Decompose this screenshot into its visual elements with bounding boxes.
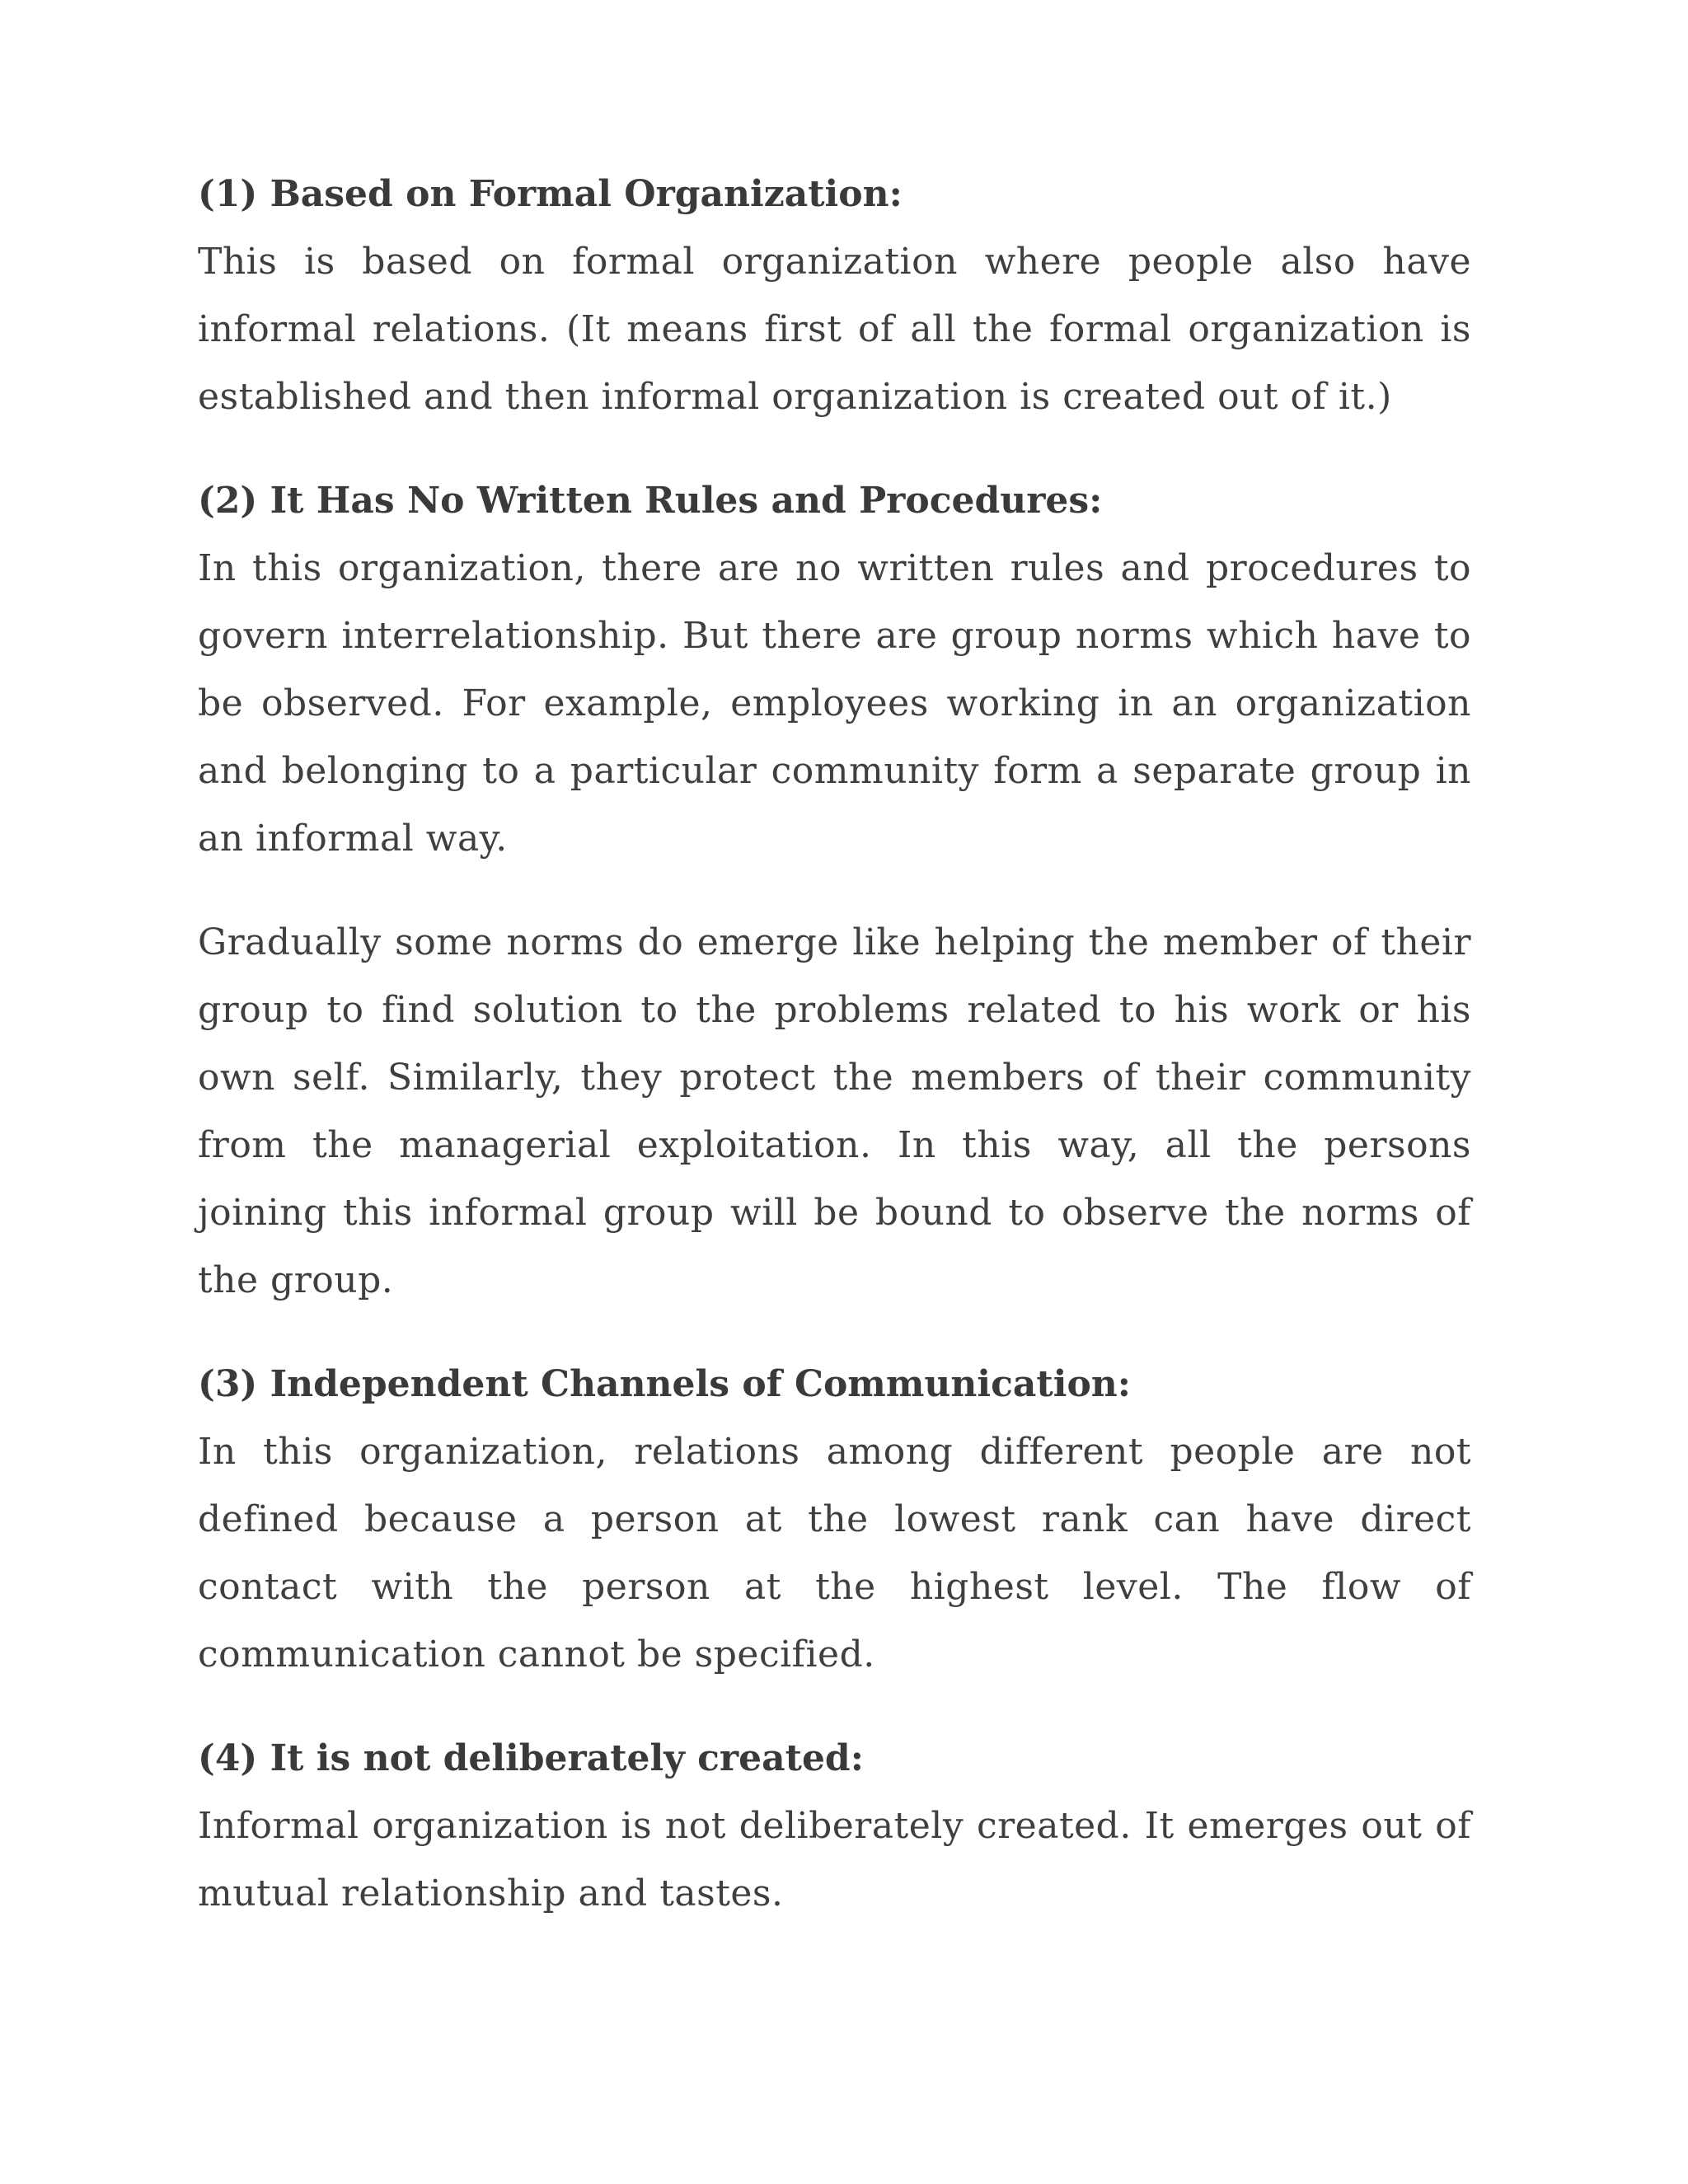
section-3 <box>198 1351 1471 1689</box>
section-paragraph: In this organization, there are no written rules and procedures to govern interrelationship. But there are group norms which have to be observed. For example, employees working in an organization and belonging to a particular community form a separate group in an informal way. <box>198 547 1471 860</box>
document-page <box>198 161 1471 1928</box>
section-1 <box>198 161 1471 431</box>
section-paragraph: This is based on formal organization where people also have informal relations. (It means first of all the formal organization is established and then informal organization is created out of it.) <box>198 241 1471 418</box>
section-4 <box>198 1725 1471 1928</box>
section-heading: (3) Independent Channels of Communication: <box>198 1363 1132 1405</box>
section-heading: (1) Based on Formal Organization: <box>198 173 903 215</box>
section-heading: (2) It Has No Written Rules and Procedures: <box>198 480 1103 522</box>
section-2 <box>198 467 1471 1315</box>
section-paragraph: Informal organization is not deliberately created. It emerges out of mutual relationship and tastes. <box>198 1805 1471 1915</box>
section-paragraph: In this organization, relations among different people are not defined because a person at the lowest rank can have direct contact with the person at the highest level. The flow of communication cannot be specified. <box>198 1431 1471 1675</box>
section-heading: (4) It is not deliberately created: <box>198 1737 864 1779</box>
section-paragraph: Gradually some norms do emerge like helping the member of their group to find solution to the problems related to his work or his own self. Similarly, they protect the members of their community from the managerial exploitation. In this way, all the persons joining this informal group will be bound to observe the norms of the group. <box>198 921 1471 1301</box>
